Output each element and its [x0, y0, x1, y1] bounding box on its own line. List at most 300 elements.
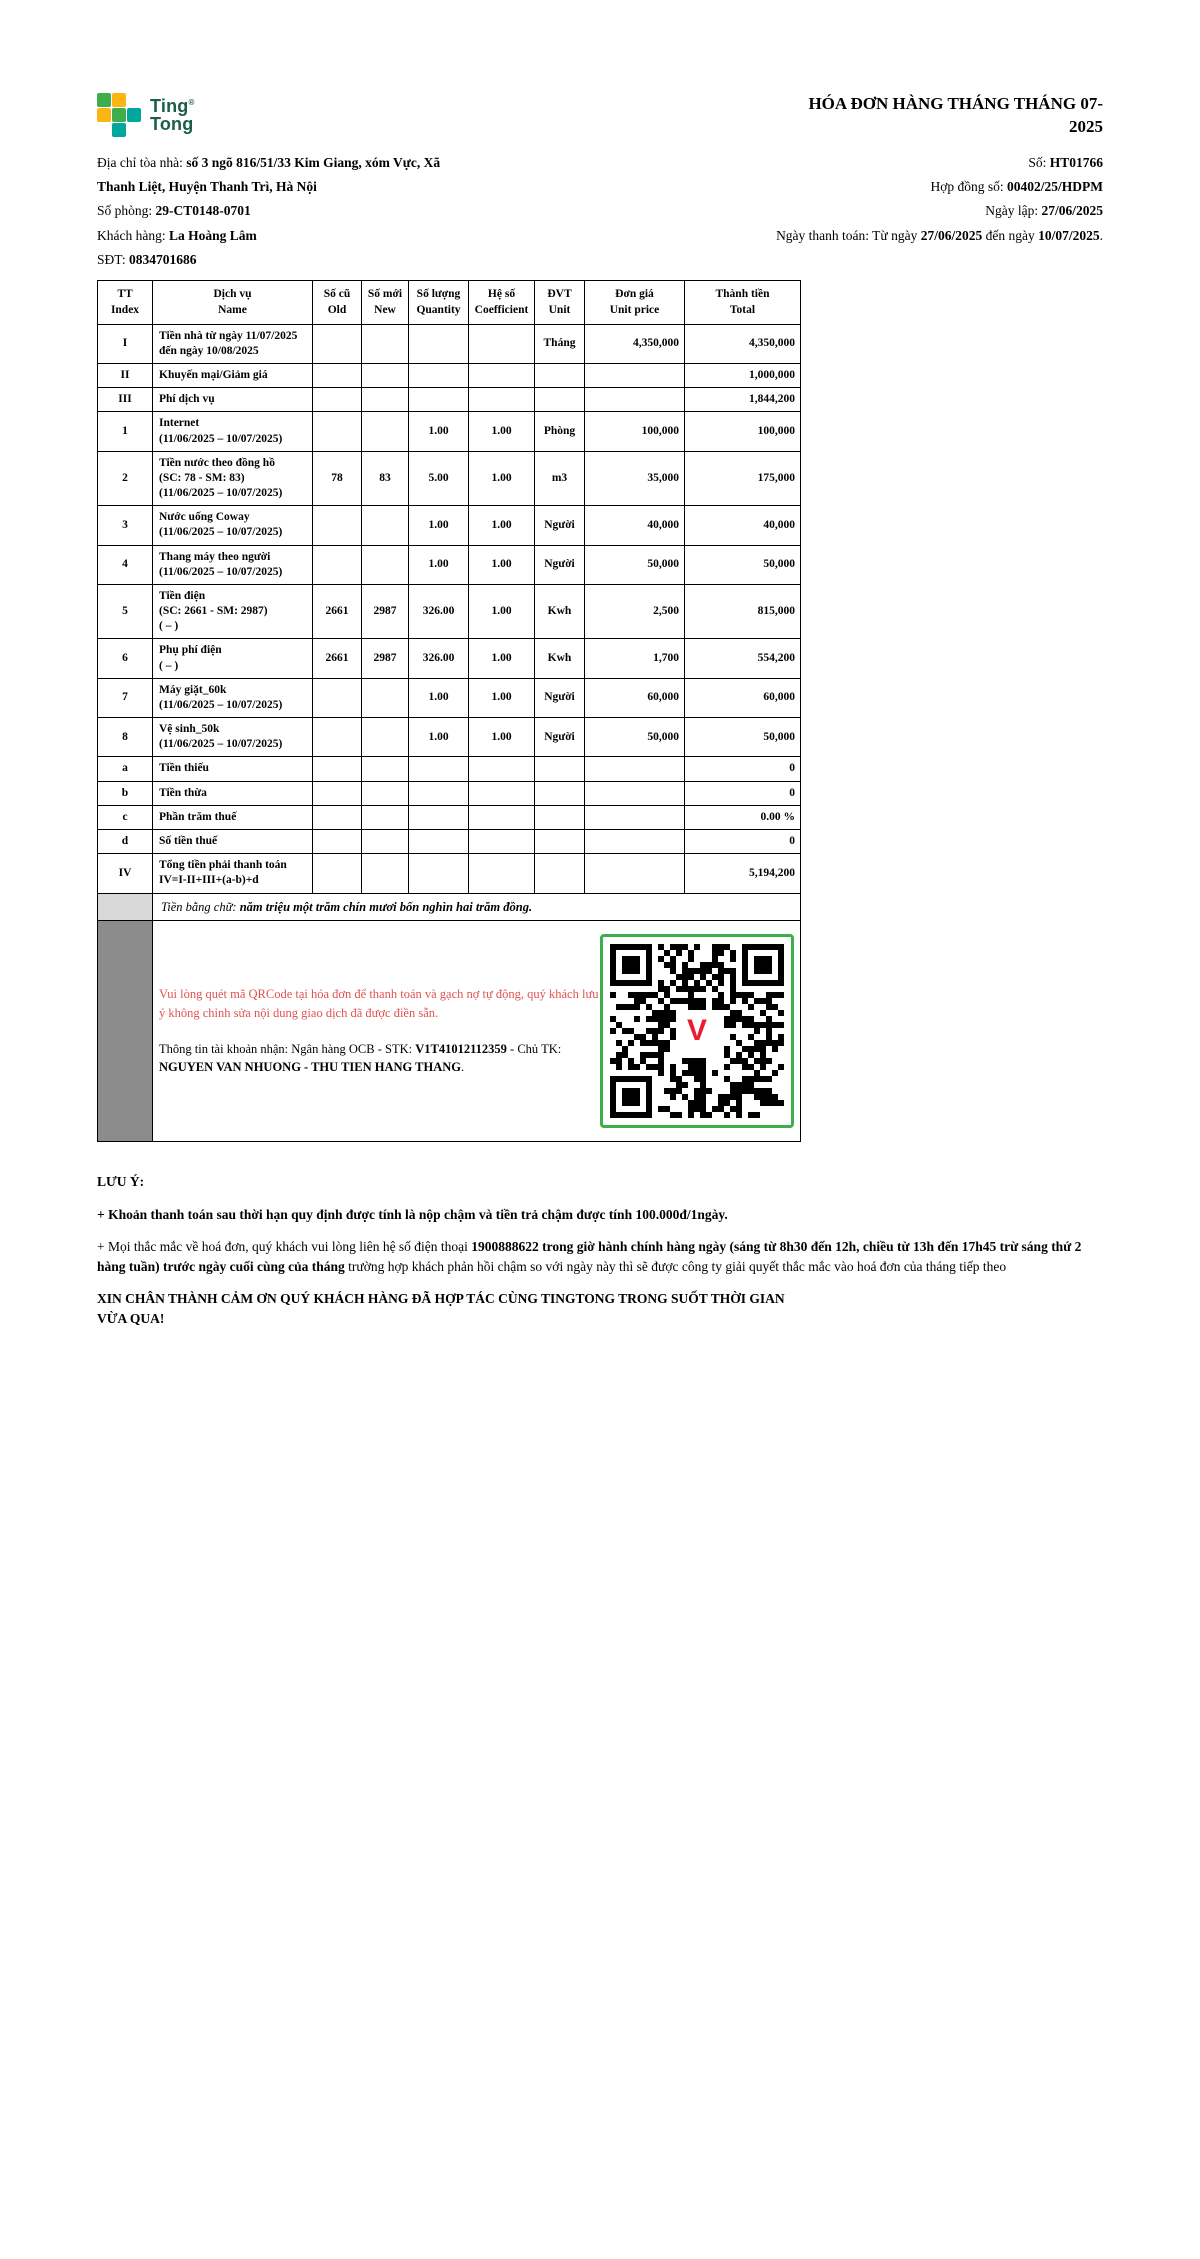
cell-old [313, 324, 362, 363]
cell-price: 50,000 [585, 545, 685, 584]
cell-name [153, 830, 313, 854]
name-line: Máy giặt_60k [159, 683, 227, 696]
column-header [685, 281, 801, 324]
info-line [776, 151, 1103, 175]
text-segment: + Khoản thanh toán sau thời hạn quy định được tính là nộp chậm và tiền trả chậm được tính 100.000đ/1ngày. [97, 1206, 728, 1222]
column-header-vi: Hệ số [487, 288, 516, 301]
cell-coef [469, 757, 535, 781]
cell-coef [469, 388, 535, 412]
info-line [97, 151, 617, 175]
cell-total: 50,000 [685, 545, 801, 584]
name-line: (11/06/2025 – 10/07/2025) [159, 432, 283, 445]
cell-name [153, 324, 313, 363]
column-header [313, 281, 362, 324]
cell-price [585, 388, 685, 412]
text-segment: Ngày thanh toán: Từ ngày [776, 227, 921, 243]
cell-unit [535, 757, 585, 781]
cell-total: 0 [685, 781, 801, 805]
cell-coef: 1.00 [469, 584, 535, 639]
cell-coef: 1.00 [469, 451, 535, 506]
cell-old [313, 830, 362, 854]
column-header [98, 281, 153, 324]
cell-name [153, 718, 313, 757]
text-segment: số 3 ngõ 816/51/33 Kim Giang, xóm Vực, Xã [186, 154, 441, 170]
cell-qty [409, 854, 469, 893]
cell-price: 2,500 [585, 584, 685, 639]
cell-price: 60,000 [585, 678, 685, 717]
text-segment: 1900888622 trong giờ hành chính hàng ngày (sáng từ 8h30 đến 12h, chiều từ 13h đến 17h45 trừ sáng thứ 2 hàng tuần) [97, 1239, 1082, 1274]
text-segment: Thanh Liệt, Huyện Thanh Trì, Hà Nội [97, 179, 317, 195]
cell-unit: Người [535, 506, 585, 545]
cell-qty [409, 388, 469, 412]
cell-index: 8 [98, 718, 153, 757]
cell-total: 0 [685, 830, 801, 854]
cell-coef [469, 781, 535, 805]
cell-unit: m3 [535, 451, 585, 506]
logo-square [97, 93, 111, 107]
cell-new [362, 757, 409, 781]
table-row [98, 545, 801, 584]
cell-old [313, 364, 362, 388]
logo-square [112, 123, 126, 137]
table-row [98, 805, 801, 829]
cell-name [153, 854, 313, 893]
logo-square [112, 108, 126, 122]
cell-index: 2 [98, 451, 153, 506]
cell-name [153, 412, 313, 451]
cell-unit: Phòng [535, 412, 585, 451]
column-header-en: Unit price [609, 303, 660, 316]
cell-unit [535, 388, 585, 412]
cell-new [362, 506, 409, 545]
text-segment: Địa chỉ tòa nhà: [97, 154, 187, 170]
cell-price: 100,000 [585, 412, 685, 451]
cell-price: 40,000 [585, 506, 685, 545]
cell-unit: Người [535, 545, 585, 584]
table-body [98, 324, 801, 1141]
name-line: Phí dịch vụ [159, 393, 215, 406]
cell-price: 35,000 [585, 451, 685, 506]
cell-price: 50,000 [585, 718, 685, 757]
logo-square [127, 108, 141, 122]
column-header-en: Old [327, 303, 347, 316]
cell-unit: Kwh [535, 584, 585, 639]
cell-name [153, 678, 313, 717]
qr-text-block [157, 985, 600, 1077]
text-segment: 27/06/2025 [1041, 203, 1103, 219]
qr-row [98, 921, 801, 1142]
text-segment: XIN CHÂN THÀNH CẢM ƠN QUÝ KHÁCH HÀNG ĐÃ HỢP TÁC CÙNG TINGTONG TRONG SUỐT THỜI GIAN [97, 1291, 785, 1307]
text-segment: đến ngày [982, 227, 1039, 243]
name-line: IV=I-II+III+(a-b)+d [159, 874, 259, 887]
text-segment: Số: [1028, 154, 1050, 170]
table-row [98, 451, 801, 506]
text-segment: 27/06/2025 [920, 227, 983, 243]
amount-in-words [153, 893, 801, 921]
cell-unit [535, 805, 585, 829]
name-line: (11/06/2025 – 10/07/2025) [159, 487, 283, 500]
cell-name [153, 545, 313, 584]
name-line: Phụ phí điện [159, 644, 222, 657]
brand-tong: Tong [150, 114, 194, 134]
qr-code [600, 934, 794, 1128]
cell-new [362, 364, 409, 388]
info-line [97, 199, 617, 223]
cell-new [362, 854, 409, 893]
name-line: Tiền thừa [159, 786, 207, 799]
cell-index: IV [98, 854, 153, 893]
table-row [98, 388, 801, 412]
cell-old [313, 718, 362, 757]
column-header-vi: TT [117, 288, 133, 301]
text-segment: Hợp đồng số: [930, 179, 1007, 195]
cell-coef [469, 364, 535, 388]
column-header-vi: Thành tiền [715, 288, 770, 301]
note-paragraph [97, 1289, 1103, 1328]
logo-square [127, 93, 141, 107]
table-row [98, 506, 801, 545]
column-header [153, 281, 313, 324]
cell-coef: 1.00 [469, 678, 535, 717]
cell-old [313, 854, 362, 893]
cell-total: 50,000 [685, 718, 801, 757]
cell-old [313, 412, 362, 451]
cell-new [362, 412, 409, 451]
cell-old: 2661 [313, 584, 362, 639]
cell-total: 40,000 [685, 506, 801, 545]
column-header-en: Unit [548, 303, 571, 316]
column-header-en: Quantity [416, 303, 461, 316]
cell-coef: 1.00 [469, 639, 535, 678]
cell-name [153, 584, 313, 639]
cell-index: a [98, 757, 153, 781]
cell-qty [409, 757, 469, 781]
text-segment: trường hợp khách phản hồi chậm so với ngày này thì sẽ được công ty giải quyết thắc mắc vào hoá đơn của tháng tiếp theo [344, 1258, 1007, 1274]
cell-name [153, 451, 313, 506]
cell-price: 1,700 [585, 639, 685, 678]
column-header-vi: Số cũ [323, 288, 351, 301]
shaded-cell [98, 893, 153, 921]
column-header-vi: Số lượng [416, 288, 461, 301]
column-header-en: Name [218, 303, 247, 316]
info-line [776, 224, 1103, 248]
cell-total: 100,000 [685, 412, 801, 451]
cell-unit: Kwh [535, 639, 585, 678]
name-line: ( – ) [159, 620, 179, 633]
note-paragraph [97, 1172, 1103, 1192]
qr-warning-text: Vui lòng quét mã QRCode tại hóa đơn để thanh toán và gạch nợ tự động, quý khách lưu ý không chỉnh sửa nội dung giao dịch đã được điền sẵn. [159, 987, 599, 1020]
cell-index: I [98, 324, 153, 363]
cell-coef: 1.00 [469, 545, 535, 584]
text-segment: Khách hàng: [97, 227, 169, 243]
cell-qty: 1.00 [409, 678, 469, 717]
cell-qty [409, 324, 469, 363]
note-line [97, 1237, 1103, 1276]
table-row [98, 364, 801, 388]
logo-square [127, 123, 141, 137]
cell-total: 60,000 [685, 678, 801, 717]
table-row [98, 584, 801, 639]
table-row [98, 830, 801, 854]
note-paragraph [97, 1237, 1103, 1276]
cell-price [585, 364, 685, 388]
cell-coef: 1.00 [469, 506, 535, 545]
note-line [97, 1205, 1103, 1225]
name-line: (11/06/2025 – 10/07/2025) [159, 698, 283, 711]
name-line: Thang máy theo người [159, 550, 271, 563]
cell-new: 83 [362, 451, 409, 506]
name-line: Tiền nhà từ ngày 11/07/2025 [159, 329, 298, 342]
cell-total: 5,194,200 [685, 854, 801, 893]
cell-index: d [98, 830, 153, 854]
cell-coef: 1.00 [469, 412, 535, 451]
cell-old [313, 805, 362, 829]
text-segment: La Hoàng Lâm [168, 227, 257, 243]
invoice-title: HÓA ĐƠN HÀNG THÁNG THÁNG 07-2025 [808, 94, 1103, 136]
cell-name [153, 506, 313, 545]
brand-line-1 [150, 97, 195, 115]
cell-old [313, 506, 362, 545]
cell-qty: 5.00 [409, 451, 469, 506]
name-line: (11/06/2025 – 10/07/2025) [159, 526, 283, 539]
cell-qty [409, 805, 469, 829]
cell-price [585, 805, 685, 829]
vietqr-logo-icon: V [677, 1011, 717, 1051]
cell-name [153, 639, 313, 678]
tingtong-logo [97, 93, 195, 137]
text-segment: . [1099, 227, 1103, 243]
column-header [585, 281, 685, 324]
cell-index: 6 [98, 639, 153, 678]
name-line: Tiền thiếu [159, 762, 209, 775]
cell-new [362, 678, 409, 717]
info-line [776, 199, 1103, 223]
text-segment: 0834701686 [128, 252, 197, 268]
table-row [98, 639, 801, 678]
info-section [97, 151, 1103, 272]
cell-new: 2987 [362, 584, 409, 639]
brand-name [150, 97, 195, 134]
cell-old [313, 678, 362, 717]
cell-coef [469, 324, 535, 363]
cell-index: 5 [98, 584, 153, 639]
cell-name [153, 781, 313, 805]
text-segment: HT01766 [1049, 154, 1103, 170]
cell-qty: 1.00 [409, 506, 469, 545]
text-segment: 10/07/2025 [1038, 227, 1100, 243]
text-segment: SĐT: [97, 252, 129, 268]
amount-in-words-row [98, 893, 801, 921]
table-row [98, 324, 801, 363]
table-row [98, 678, 801, 717]
cell-new: 2987 [362, 639, 409, 678]
note-paragraph [97, 1205, 1103, 1225]
info-line [97, 175, 617, 199]
column-header-vi: Dịch vụ [213, 288, 252, 301]
name-line: ( – ) [159, 659, 179, 672]
cell-qty: 1.00 [409, 412, 469, 451]
registered-mark: ® [188, 97, 195, 107]
cell-new [362, 781, 409, 805]
customer-info [97, 151, 617, 272]
cell-old [313, 757, 362, 781]
table-header-row [98, 281, 801, 324]
column-header-vi: Đơn giá [615, 288, 654, 301]
column-header [409, 281, 469, 324]
invoice-table [97, 280, 801, 1142]
qr-section-content [157, 931, 796, 1131]
cell-price [585, 854, 685, 893]
table-row [98, 718, 801, 757]
text-segment: . [461, 1060, 465, 1075]
note-line [97, 1309, 1103, 1329]
name-line: Phần trăm thuế [159, 810, 237, 823]
name-line: (11/06/2025 – 10/07/2025) [159, 565, 283, 578]
info-line [97, 224, 617, 248]
cell-total: 0.00 % [685, 805, 801, 829]
cell-qty: 1.00 [409, 718, 469, 757]
text-segment: trước ngày cuối cùng của tháng [159, 1258, 345, 1274]
note-line [97, 1289, 1103, 1309]
account-info [159, 1040, 600, 1078]
cell-total: 815,000 [685, 584, 801, 639]
table-row [98, 757, 801, 781]
text-segment: Số phòng: [97, 203, 156, 219]
cell-new [362, 545, 409, 584]
cell-price [585, 781, 685, 805]
invoice-meta [776, 151, 1103, 272]
cell-index: 1 [98, 412, 153, 451]
cell-old [313, 388, 362, 412]
footer-notes [97, 1172, 1103, 1328]
cell-total: 1,000,000 [685, 364, 801, 388]
info-line [776, 175, 1103, 199]
info-line [97, 248, 617, 272]
cell-qty [409, 781, 469, 805]
column-header-vi: Số mới [367, 288, 403, 301]
name-line: Khuyến mại/Giảm giá [159, 369, 268, 382]
cell-old [313, 545, 362, 584]
cell-name [153, 805, 313, 829]
text-segment: V1T41012112359 [415, 1041, 507, 1056]
cell-total: 4,350,000 [685, 324, 801, 363]
qr-section [153, 921, 801, 1142]
cell-new [362, 324, 409, 363]
cell-old: 2661 [313, 639, 362, 678]
name-line: Số tiền thuế [159, 835, 218, 847]
cell-index: 7 [98, 678, 153, 717]
cell-unit [535, 781, 585, 805]
cell-price [585, 830, 685, 854]
name-line: (SC: 78 - SM: 83) [159, 471, 245, 484]
brand-ting: Ting [150, 95, 189, 116]
name-line: Internet [159, 417, 200, 430]
column-header-en: Total [729, 303, 756, 316]
name-line: Tiền điện [159, 589, 206, 602]
name-line: Vệ sinh_50k [159, 723, 220, 736]
text-segment: NGUYEN VAN NHUONG - THU TIEN HANG THANG [159, 1060, 462, 1075]
cell-total: 175,000 [685, 451, 801, 506]
header [97, 93, 1103, 139]
cell-name [153, 757, 313, 781]
text-segment: - Chủ TK: [506, 1041, 562, 1056]
cell-coef [469, 854, 535, 893]
tingtong-logo-icon [97, 93, 141, 137]
column-header [469, 281, 535, 324]
cell-index: c [98, 805, 153, 829]
cell-name [153, 388, 313, 412]
text-segment: Thông tin tài khoản nhận: Ngân hàng OCB - STK: [159, 1041, 416, 1056]
text-segment: 00402/25/HDPM [1007, 179, 1103, 195]
column-header-en: New [374, 303, 396, 316]
cell-qty: 326.00 [409, 639, 469, 678]
cell-total: 0 [685, 757, 801, 781]
table-row [98, 781, 801, 805]
text-segment: Tiền bằng chữ: [161, 899, 240, 914]
cell-old: 78 [313, 451, 362, 506]
cell-index: 4 [98, 545, 153, 584]
cell-index: b [98, 781, 153, 805]
name-line: Tổng tiền phải thanh toán [159, 859, 287, 872]
cell-qty: 1.00 [409, 545, 469, 584]
column-header [362, 281, 409, 324]
note-line [97, 1172, 1103, 1192]
cell-unit [535, 854, 585, 893]
cell-price [585, 757, 685, 781]
cell-unit [535, 364, 585, 388]
cell-new [362, 830, 409, 854]
cell-new [362, 388, 409, 412]
text-segment: năm triệu một trăm chín mươi bốn nghìn hai trăm đồng. [239, 899, 533, 914]
cell-new [362, 805, 409, 829]
shaded-cell [98, 921, 153, 1142]
cell-index: II [98, 364, 153, 388]
text-segment: VỪA QUA! [97, 1310, 165, 1326]
cell-total: 1,844,200 [685, 388, 801, 412]
cell-coef [469, 830, 535, 854]
name-line: (11/06/2025 – 10/07/2025) [159, 738, 283, 751]
name-line: Nước uống Coway [159, 511, 250, 524]
cell-old [313, 781, 362, 805]
text-segment: 29-CT0148-0701 [155, 203, 251, 219]
column-header-en: Index [110, 303, 140, 316]
column-header-vi: ĐVT [547, 288, 572, 301]
cell-unit: Người [535, 678, 585, 717]
cell-coef [469, 805, 535, 829]
cell-price: 4,350,000 [585, 324, 685, 363]
cell-unit: Người [535, 718, 585, 757]
logo-square [97, 123, 111, 137]
column-header [535, 281, 585, 324]
text-segment: + Mọi thắc mắc về hoá đơn, quý khách vui lòng liên hệ số điện thoại [97, 1239, 472, 1255]
column-header-en: Coefficient [474, 303, 529, 316]
logo-square [112, 93, 126, 107]
text-segment: LƯU Ý: [97, 1174, 145, 1190]
cell-unit: Tháng [535, 324, 585, 363]
cell-total: 554,200 [685, 639, 801, 678]
name-line: (SC: 2661 - SM: 2987) [159, 605, 268, 618]
cell-qty [409, 830, 469, 854]
cell-name [153, 364, 313, 388]
cell-qty [409, 364, 469, 388]
cell-coef: 1.00 [469, 718, 535, 757]
cell-qty: 326.00 [409, 584, 469, 639]
cell-new [362, 718, 409, 757]
cell-index: 3 [98, 506, 153, 545]
name-line: đến ngày 10/08/2025 [159, 344, 259, 357]
table-row [98, 854, 801, 893]
table-head [98, 281, 801, 324]
